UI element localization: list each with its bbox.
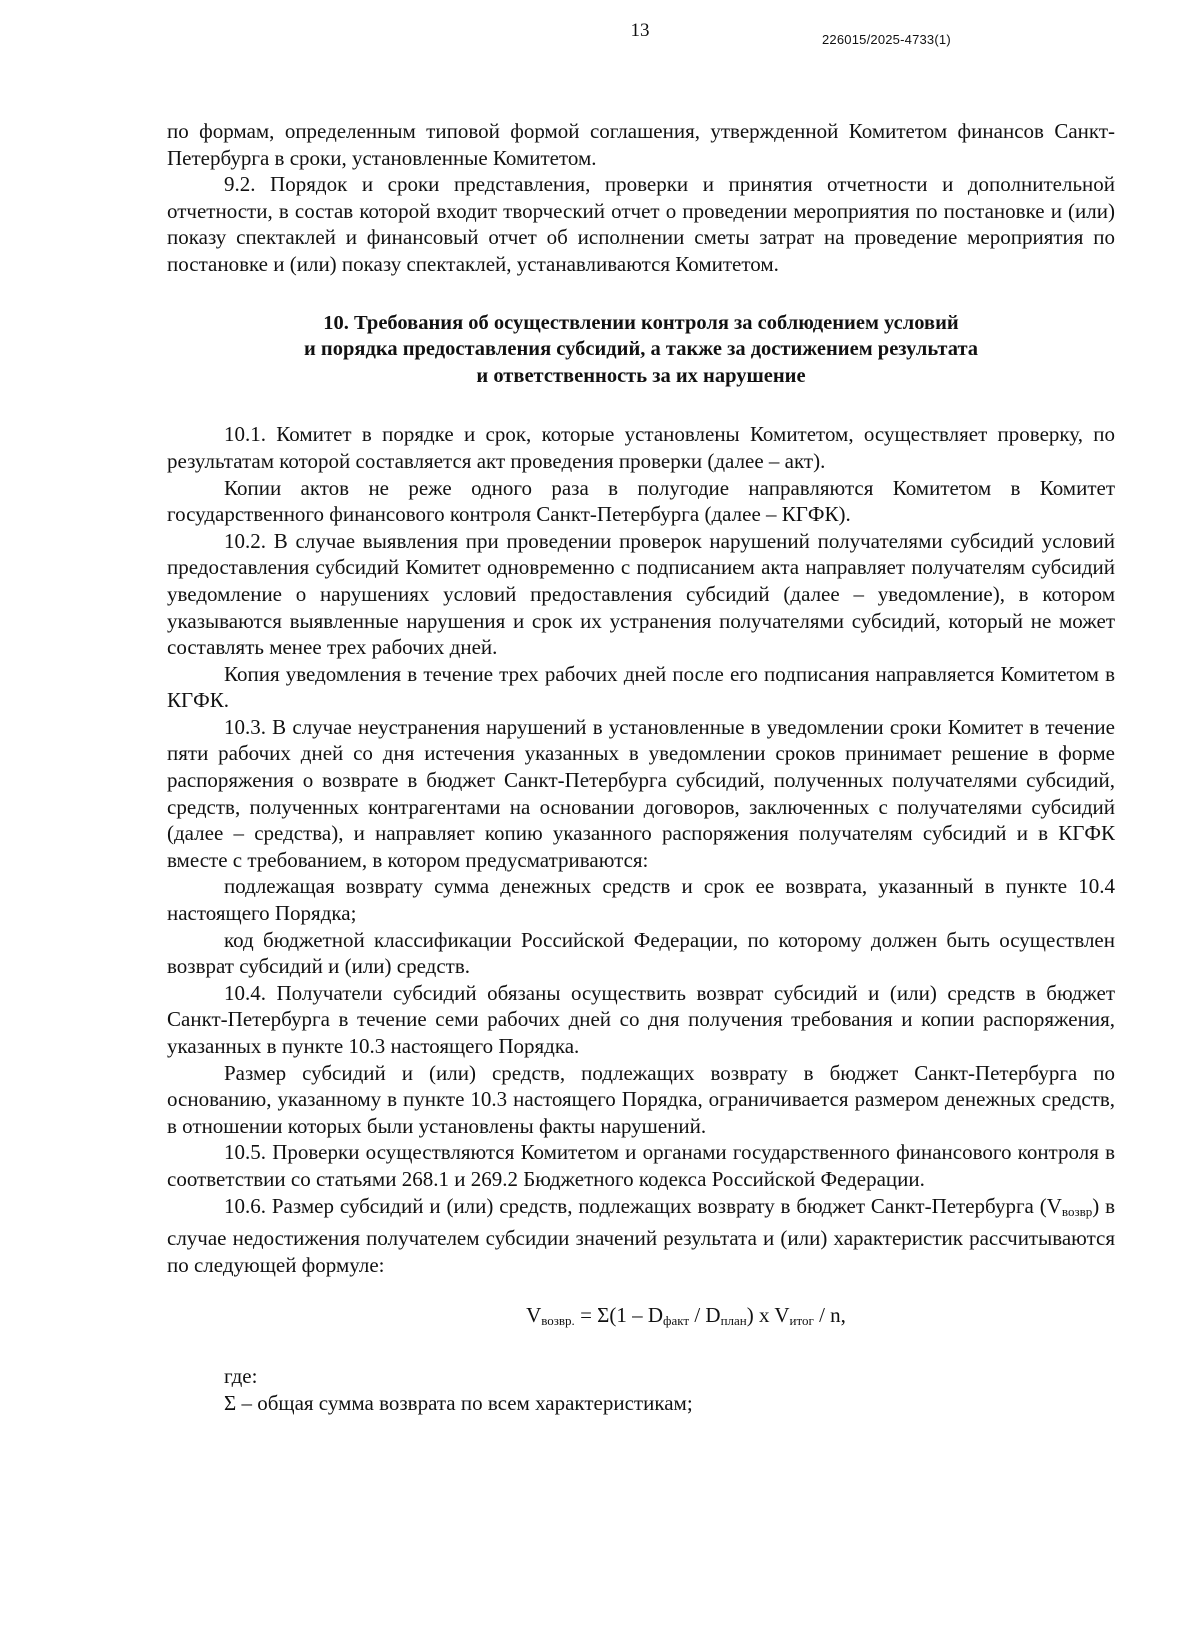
section-title-line: 10. Требования об осуществлении контроля за соблюдением условий (323, 311, 959, 334)
paragraph-10-4-size: Размер субсидий и (или) средств, подлежащих возврату в бюджет Санкт-Петербурга по основанию, указанному в пункте 10.3 настоящего Порядка, ограничивается размером денежных средств, в отношении которых были установлены факты нарушений. (167, 1060, 1115, 1138)
paragraph-10-2-copy: Копия уведомления в течение трех рабочих дней после его подписания направляется Комитетом в КГФК. (167, 661, 1115, 713)
paragraph-10-6: 10.6. Размер субсидий и (или) средств, подлежащих возврату в бюджет Санкт-Петербурга $(V_{возвр})$ в случае недостижения получателем субсидии значений результата и (или) характеристик рассчитываются по следующей формуле: (167, 1193, 1116, 1277)
paragraph-10-4: 10.4. Получатели субсидий обязаны осуществить возврат субсидий и (или) средств в бюджет Санкт-Петербурга в течение семи рабочих дней со дня получения требования и копии распоряжения, указанных в пункте 10.3 настоящего Порядка. (167, 980, 1115, 1058)
paragraph-continuation: по формам, определенным типовой формой соглашения, утвержденной Комитетом финансов Санкт-Петербурга в сроки, установленные Комитетом. (167, 119, 1115, 170)
document-body (167, 118, 1115, 1416)
where-label: где: (224, 1363, 258, 1388)
section-10-title (167, 310, 1115, 390)
document-id: 226015/2025-4733(1) (822, 32, 951, 47)
paragraph-10-5: 10.5. Проверки осуществляются Комитетом и органами государственного финансового контроля в соответствии со статьями 268.1 и 269.2 Бюджетного кодекса Российской Федерации. (167, 1140, 1115, 1191)
sigma-definition: Σ – общая сумма возврата по всем характеристикам; (224, 1390, 693, 1415)
paragraph-10-3-item-a: подлежащая возврату сумма денежных средств и срок ее возврата, указанный в пункте 10.4 настоящего Порядка; (167, 874, 1115, 926)
paragraph-10-3: 10.3. В случае неустранения нарушений в установленные в уведомлении сроки Комитет в течение пяти рабочих дней со дня истечения указанных в уведомлении сроков принимает решение в форме распоряжения о возврате в бюджет Санкт-Петербурга субсидий, полученных получателями субсидий, средств, полученных контрагентами на основании договоров, заключенных с получателями субсидий (далее – средства), и направляет копию указанного распоряжения получателям субсидий и в КГФК вместе с требованием, в котором предусматриваются: (167, 714, 1115, 872)
return-formula: $V_{возвр.} = \Sigma(1 - D_{факт} / D_{план})$ x $V_{итог}$ / n, (526, 1303, 846, 1329)
page-number: 13 (630, 20, 650, 41)
section-title-line: и ответственность за их нарушение (476, 364, 806, 387)
paragraph-10-3-item-b: код бюджетной классификации Российской Федерации, по которому должен быть осуществлен возврат субсидий и (или) средств. (167, 927, 1115, 979)
section-title-line: и порядка предоставления субсидий, а также за достижением результата (303, 338, 979, 361)
paragraph-10-2: 10.2. В случае выявления при проведении проверок нарушений получателями субсидий условий предоставления субсидий Комитет одновременно с подписанием акта направляет получателям субсидий уведомление о нарушениях условий предоставления субсидий (далее – уведомление), в котором указываются выявленные нарушения и срок их устранения получателями субсидий, который не может составлять менее трех рабочих дней. (167, 528, 1115, 660)
paragraph-10-1-copies: Копии актов не реже одного раза в полугодие направляются Комитетом в Комитет государственного финансового контроля Санкт-Петербурга (далее – КГФК). (167, 475, 1115, 527)
paragraph-9-2: 9.2. Порядок и сроки представления, проверки и принятия отчетности и дополнительной отчетности, в состав которой входит творческий отчет о проведении мероприятия по постановке и (или) показу спектаклей и финансовый отчет об исполнении сметы затрат на проведение мероприятия по постановке и (или) показу спектаклей, устанавливаются Комитетом. (167, 172, 1115, 276)
paragraph-10-1: 10.1. Комитет в порядке и срок, которые установлены Комитетом, осуществляет проверку, по результатам которой составляется акт проведения проверки (далее – акт). (167, 422, 1115, 473)
